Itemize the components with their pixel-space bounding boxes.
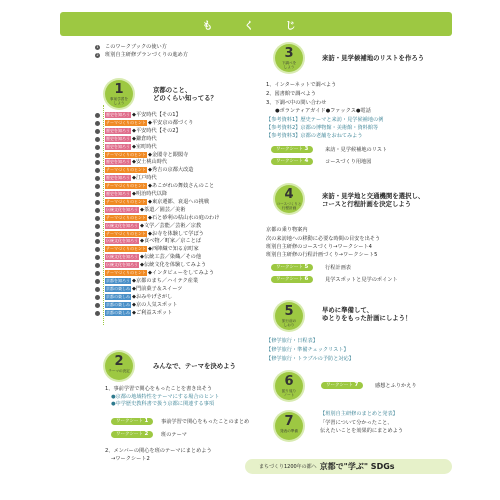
page-number-badge xyxy=(95,137,100,142)
page-number-badge xyxy=(95,160,100,165)
page-number-badge xyxy=(95,295,100,300)
topic-item xyxy=(105,152,188,158)
topic-text: ◆江戸時代 xyxy=(132,175,157,182)
topic-tag: テーマづくりのヒント xyxy=(106,230,146,236)
topic-text: ◆インタビューをしてみよう xyxy=(148,270,215,276)
page-number-badge xyxy=(95,232,100,237)
section-4-badge: 4 コースづくりと 行程計画 xyxy=(275,185,303,213)
page-number-badge xyxy=(95,224,100,229)
intro-item: 班別自主研修プランづくりの進め方 xyxy=(105,52,189,58)
worksheet-pill: ワークシート 3 xyxy=(271,146,313,153)
topic-item xyxy=(105,136,157,142)
worksheet-pill: ワークシート 1 xyxy=(111,418,153,425)
topic-text: ◆秀吉の京都大改造 xyxy=(148,167,194,174)
list-item: 見学スポットと見学のポイント xyxy=(325,277,398,283)
topic-text: ◆京の人気スポット xyxy=(132,301,178,308)
section-3-heading: 来訪・見学候補地のリストを作ろう xyxy=(322,54,425,62)
page-number-badge xyxy=(95,184,100,189)
topic-item xyxy=(105,191,167,197)
page-number-badge xyxy=(95,145,100,150)
list-item: 1、インターネットで調べよう xyxy=(266,82,337,88)
topic-tag: テーマづくりのヒント xyxy=(106,183,146,189)
page-number-badge: 2 xyxy=(96,53,99,57)
topic-tag: テーマづくりのヒント xyxy=(106,198,146,204)
topic-text: ◆明治時代以降 xyxy=(132,191,168,197)
page-number-badge: 1 xyxy=(96,45,99,49)
list-item: 【班別自主研修のまとめと発表】 xyxy=(320,411,398,417)
topic-item xyxy=(105,175,157,181)
page-number-badge xyxy=(95,129,100,134)
intro-item: このワークブックの使い方 xyxy=(105,44,167,50)
topic-tag: 京都の楽しみ xyxy=(106,301,130,307)
topic-tag: 京都の楽しみ xyxy=(106,309,130,315)
topic-text: ◆西陣織で知る京町家 xyxy=(148,246,199,253)
section-6-badge: 6 振り返り ノート xyxy=(275,372,303,400)
list-item: 【参考資料3】京都の老舗をおねてみよう xyxy=(266,133,363,139)
page-number-badge xyxy=(95,113,100,118)
topic-text: ◆おみやげさがし xyxy=(132,293,173,300)
section-1-heading: 京都のこと、 どのくらい知ってる？ xyxy=(153,86,217,102)
list-item: 来訪・見学候補地のリスト xyxy=(325,147,388,153)
page-number-badge xyxy=(95,311,100,316)
list-item: 2、メンバーの関心を班のテーマにまとめよう xyxy=(105,448,212,454)
topic-text: ◆伝統文化を体験してみよう xyxy=(140,262,207,269)
topic-item xyxy=(105,112,181,118)
list-item: 京都の乗り物案内 xyxy=(266,227,308,233)
worksheet-pill: ワークシート 6 xyxy=(271,276,313,283)
page-number-badge xyxy=(95,303,100,308)
topic-text: ◆金閣寺と銀閣寺 xyxy=(148,151,189,158)
page-number-badge xyxy=(95,200,100,205)
topic-tag: テーマづくりのヒント xyxy=(106,214,146,220)
topic-tag: 歴史を知ろう xyxy=(106,143,130,149)
topic-tag: テーマづくりのヒント xyxy=(106,119,146,125)
topic-text: ◆京都のまち／ハイテク産業 xyxy=(132,277,199,284)
list-item: 【参考資料1】歴史テーマと来訪・見学候補地の例 xyxy=(266,117,384,123)
topic-text: ◆お寺を体験して学ぼう xyxy=(148,230,204,237)
page-number-badge xyxy=(95,121,100,126)
topic-item xyxy=(105,159,167,165)
page-number-badge xyxy=(95,208,100,213)
list-item: ●ボランティアガイド●ファックス●電話 xyxy=(275,108,371,114)
topic-item xyxy=(105,254,201,260)
list-item: コースづくり用地図 xyxy=(325,159,372,165)
topic-item xyxy=(105,231,204,237)
section-7-badge: 7 発表の準備 xyxy=(275,412,303,440)
topic-text: ◆文学／芸能／芸術／宗教 xyxy=(140,222,202,229)
topic-item xyxy=(105,223,201,229)
topic-item xyxy=(105,302,178,308)
list-item: 班別自主研修のコースづくり→ワークシート4 xyxy=(266,244,372,250)
list-item: 【修学旅行・日程表】 xyxy=(266,338,318,344)
topic-text: ◆鎌倉時代 xyxy=(132,135,157,142)
page-number-badge xyxy=(95,247,100,252)
topic-tag: 京都の楽しみ xyxy=(106,293,130,299)
topic-item xyxy=(105,120,194,126)
list-item: 2、図書館で調べよう xyxy=(266,91,316,97)
sdgs-banner-small: まちづくり1200年の都へ xyxy=(259,464,317,470)
sdgs-banner-title: 京都で"学ぶ" SDGs xyxy=(319,462,395,471)
topic-item xyxy=(105,246,199,252)
list-item: ●中学歴史教科書で扱う京都に関連する事項 xyxy=(111,401,215,407)
topic-tag: 伝統文化を知ろう xyxy=(106,206,138,212)
list-item: 伝えたいことを効果的にまとめよう xyxy=(320,428,404,434)
topic-text: ◆東京遷都、衰退への挑戦 xyxy=(148,198,210,205)
topic-tag: 歴史を知ろう xyxy=(106,112,130,117)
page-number-badge xyxy=(95,168,100,173)
page-number-badge xyxy=(95,239,100,244)
topic-tag: 歴史を知ろう xyxy=(106,159,130,165)
topic-item xyxy=(105,183,214,189)
topic-item xyxy=(105,199,209,205)
page-number-badge xyxy=(95,192,100,197)
topic-item xyxy=(105,294,172,300)
topic-tag: 歴史を知ろう xyxy=(106,127,130,133)
worksheet-pill: ワークシート 5 xyxy=(271,264,313,271)
sdgs-banner xyxy=(245,459,452,474)
topic-text: ◆平安時代【その1】 xyxy=(132,112,181,118)
topic-tag: 京都の楽しみ xyxy=(106,285,130,291)
topic-tag: 歴史を知ろう xyxy=(106,191,130,196)
list-item: →ワークシート2 xyxy=(111,456,150,462)
table-of-contents-page xyxy=(45,0,457,500)
list-item: 事前学習で関心をもったことのまとめ xyxy=(161,419,250,425)
topic-tag: 伝統文化を知ろう xyxy=(106,254,138,260)
topic-tag: 歴史を知ろう xyxy=(106,135,130,141)
page-number-badge xyxy=(95,271,100,276)
list-item: 【参考資料2】京都の博物館・美術館・資料館等 xyxy=(266,125,379,131)
topic-text: ◆石と砂利の枯山水の庭のわけ xyxy=(148,214,220,221)
topic-tag: テーマづくりのヒント xyxy=(106,270,146,275)
list-item: 【修学旅行・トラブルの予防と対応】 xyxy=(266,356,354,362)
list-item: 感想とふりかえり xyxy=(375,383,417,389)
topic-text: ◆平安時代【その2】 xyxy=(132,127,181,134)
section-3-badge: 3 下調べを しよう xyxy=(275,44,303,72)
topic-text: ◆ご利益スポット xyxy=(132,309,173,316)
topic-text: ◆安土桃山時代 xyxy=(132,159,168,166)
topic-item xyxy=(105,262,206,268)
page-number-badge xyxy=(95,279,100,284)
page-number-badge xyxy=(95,287,100,292)
topic-tag: テーマづくりのヒント xyxy=(106,246,146,252)
worksheet-pill: ワークシート 4 xyxy=(271,158,313,165)
topic-item xyxy=(105,278,198,284)
page-number-badge xyxy=(95,176,100,181)
topic-tag: テーマづくりのヒント xyxy=(106,151,146,157)
page-number-badge xyxy=(95,255,100,260)
topic-tag: 伝統文化を知ろう xyxy=(106,222,138,228)
page-number-badge xyxy=(95,216,100,221)
topic-text: ◆門前菓子＆スイーツ xyxy=(132,285,183,292)
title-banner xyxy=(60,12,452,36)
topic-item xyxy=(105,270,214,276)
list-item: 3、下調べ中の問い合わせ xyxy=(266,100,327,106)
list-item: ●京都の地域特性をテーマにする場合のヒント xyxy=(111,394,220,400)
topic-tag: 伝統文化を知ろう xyxy=(106,238,138,244)
topic-tag: 歴史を知ろう xyxy=(106,175,130,181)
list-item: 班のテーマ xyxy=(161,432,187,438)
section-5-heading: 早めに準備して、 ゆとりをもった計画にしよう！ xyxy=(322,306,412,322)
page-title: も く じ xyxy=(202,20,310,32)
topic-item xyxy=(105,167,194,173)
list-item: 次の来訪地への移動に必要な時間の目安を出そう xyxy=(266,236,381,242)
topic-tag: 京都を知ろう xyxy=(106,277,130,283)
page-number-badge xyxy=(95,153,100,158)
topic-item xyxy=(105,286,182,292)
list-item: 班別自主研修の行程計画づくり→ワークシート5 xyxy=(266,252,378,258)
list-item: 行程計画表 xyxy=(325,265,351,271)
topic-text: ◆あこがれの舞妓さんのこと xyxy=(148,183,215,190)
topic-text: ◆平安京の都づくり xyxy=(148,119,194,126)
topic-item xyxy=(105,310,172,316)
list-item: 1、事前学習で関心をもったことを書き出そう xyxy=(105,386,213,392)
worksheet-pill: ワークシート 2 xyxy=(111,431,153,438)
section-2-badge: 2 テーマの決定 xyxy=(105,352,133,380)
list-item: 「学習について分かったこと、 xyxy=(320,420,393,426)
topic-text: ◆食べ物／町家／京ことば xyxy=(140,238,202,245)
topic-item xyxy=(105,128,181,134)
topic-text: ◆伝統工芸／染織／その他 xyxy=(140,254,202,261)
topic-text: ◆茶道／園芸／美術 xyxy=(140,206,186,213)
divider xyxy=(103,105,104,325)
worksheet-pill: ワークシート 7 xyxy=(321,382,363,389)
topic-item xyxy=(105,144,157,150)
topic-item xyxy=(105,238,201,244)
section-4-heading: 来訪・見学地と交通機関を選択し、 コースと行程計画を決定しよう xyxy=(322,192,425,208)
topic-text: ◆室町時代 xyxy=(132,143,157,150)
topic-tag: テーマづくりのヒント xyxy=(106,167,146,173)
topic-item xyxy=(105,215,219,221)
section-2-heading: みんなで、テーマを決めよう xyxy=(153,362,236,370)
section-5-badge: 5 旅行前の しおり xyxy=(275,302,303,330)
topic-item xyxy=(105,207,186,213)
list-item: 【修学旅行・準備チェックリスト】 xyxy=(266,347,349,353)
page-number-badge xyxy=(95,263,100,268)
section-1-badge: 1 事前学習を しよう xyxy=(105,80,133,108)
topic-tag: 伝統文化を知ろう xyxy=(106,262,138,268)
